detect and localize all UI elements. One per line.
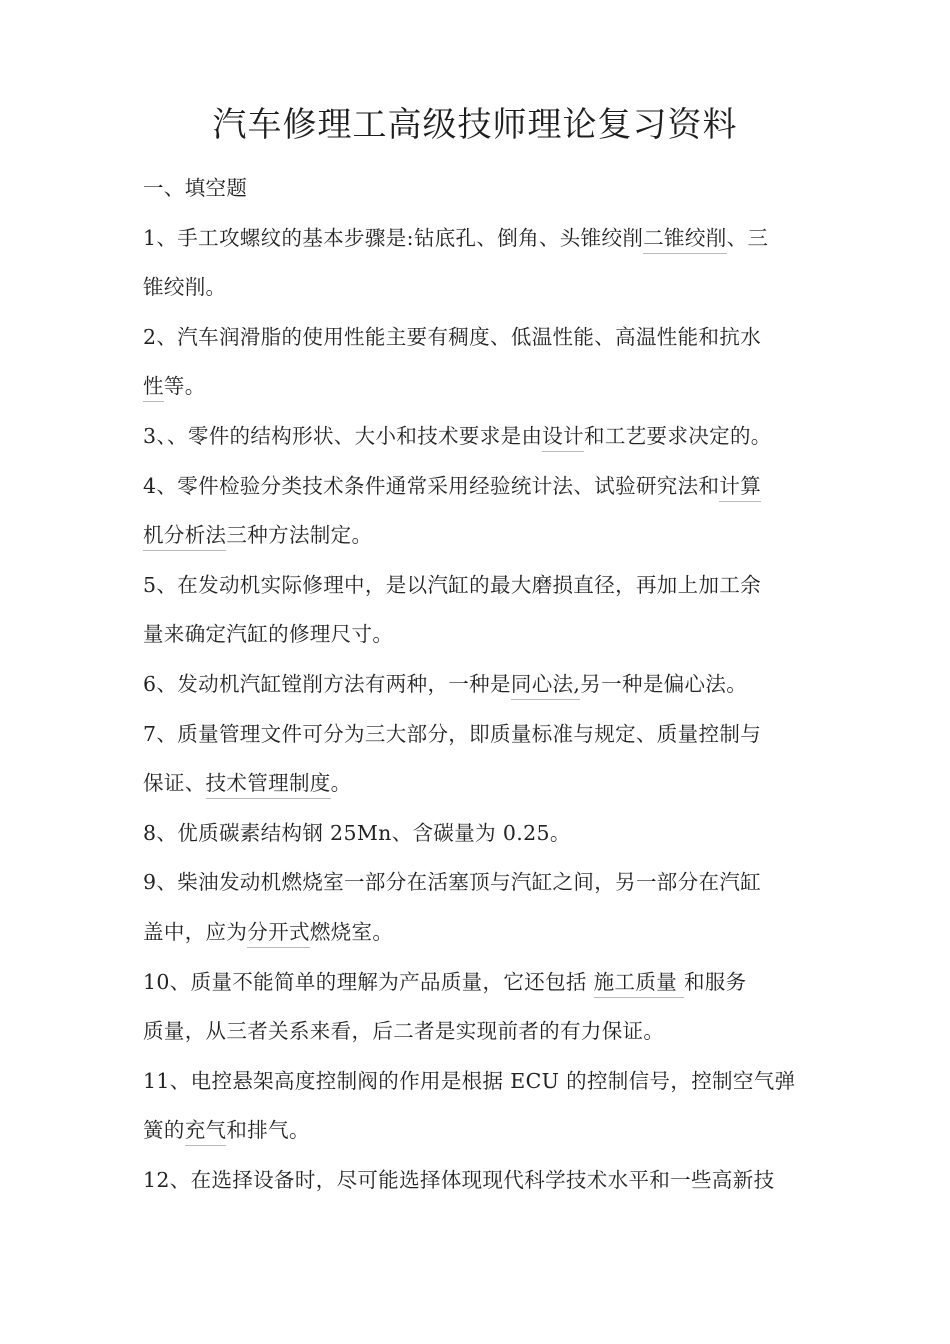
text-segment: 。	[330, 771, 352, 796]
answer-blank: 充气	[185, 1118, 227, 1146]
text-segment: 12、在选择设备时，尽可能选择体现现代科学技术水平和一些高新技	[143, 1167, 775, 1192]
text-line	[143, 858, 813, 908]
text-segment: 和服务	[683, 969, 747, 994]
text-line	[143, 362, 813, 412]
text-segment: 燃烧室。	[309, 919, 394, 944]
answer-blank: 性	[143, 374, 164, 402]
text-line	[143, 1106, 813, 1156]
answer-blank: 分开式	[247, 920, 310, 948]
text-segment: 和工艺要求决定的。	[584, 423, 772, 448]
text-line	[143, 710, 813, 760]
text-line	[143, 1057, 813, 1107]
text-segment: 4、零件检验分类技术条件通常采用经验统计法、试验研究法和	[143, 473, 720, 498]
text-segment: 1、手工攻螺纹的基本步骤是:钻底孔、倒角、头锥绞削	[143, 225, 644, 250]
text-line	[143, 511, 813, 561]
text-segment: 盖中，应为	[143, 919, 248, 944]
text-segment: 量来确定汽缸的修理尺寸。	[143, 622, 394, 647]
text-line	[143, 1156, 813, 1206]
text-segment: 9、柴油发动机燃烧室一部分在活塞顶与汽缸之间，另一部分在汽缸	[143, 870, 762, 895]
text-line	[143, 809, 813, 859]
text-line	[143, 263, 813, 313]
text-line	[143, 561, 813, 611]
text-segment: 7、质量管理文件可分为三大部分，即质量标准与规定、质量控制与	[143, 721, 762, 746]
document-body	[143, 164, 813, 1205]
text-segment: 、三	[726, 225, 769, 250]
section-heading: 一、填空题	[143, 176, 248, 200]
text-segment: 簧的	[143, 1118, 185, 1143]
text-line	[143, 313, 813, 363]
text-segment: 锥绞削。	[143, 275, 227, 300]
text-segment: 5、在发动机实际修理中，是以汽缸的最大磨损直径，再加上加工余	[143, 572, 762, 597]
text-line	[143, 660, 813, 710]
text-line	[143, 958, 813, 1008]
text-line	[143, 412, 813, 462]
text-line	[143, 759, 813, 809]
text-segment: 质量，从三者关系来看，后二者是实现前者的有力保证。	[143, 1019, 665, 1044]
text-segment: 11、电控悬架高度控制阀的作用是根据 ECU 的控制信号，控制空气弹	[143, 1068, 796, 1093]
answer-blank: 计算	[719, 474, 761, 502]
text-line	[143, 462, 813, 512]
text-segment: 10、质量不能简单的理解为产品质量，它还包括	[143, 969, 594, 994]
answer-blank: 施工质量	[594, 970, 684, 998]
answer-blank: 二锥绞削	[643, 226, 726, 254]
text-segment: 和排气。	[226, 1118, 310, 1143]
text-segment: 另一种是偏心法。	[580, 671, 748, 696]
text-segment: 三种方法制定。	[226, 523, 373, 548]
text-line	[143, 1007, 813, 1057]
document-title: 汽车修理工高级技师理论复习资料	[212, 105, 738, 145]
text-line	[143, 908, 813, 958]
text-segment: 等。	[163, 374, 206, 399]
text-segment: 3、、零件的结构形状、大小和技术要求是由	[143, 423, 543, 448]
text-line	[143, 610, 813, 660]
answer-blank: 同心法,	[511, 672, 580, 700]
answer-blank: 技术管理制度	[206, 771, 331, 799]
text-segment: 2、汽车润滑脂的使用性能主要有稠度、低温性能、高温性能和抗水	[143, 324, 762, 349]
question-list	[143, 214, 813, 1206]
answer-blank: 机分析法	[143, 523, 226, 551]
answer-blank: 设计	[542, 424, 584, 452]
text-line	[143, 214, 813, 264]
text-segment: 6、发动机汽缸镗削方法有两种，一种是	[143, 671, 511, 696]
text-segment: 8、优质碳素结构钢 25Mn、含碳量为 0.25。	[143, 820, 571, 845]
text-segment: 保证、	[143, 771, 206, 796]
